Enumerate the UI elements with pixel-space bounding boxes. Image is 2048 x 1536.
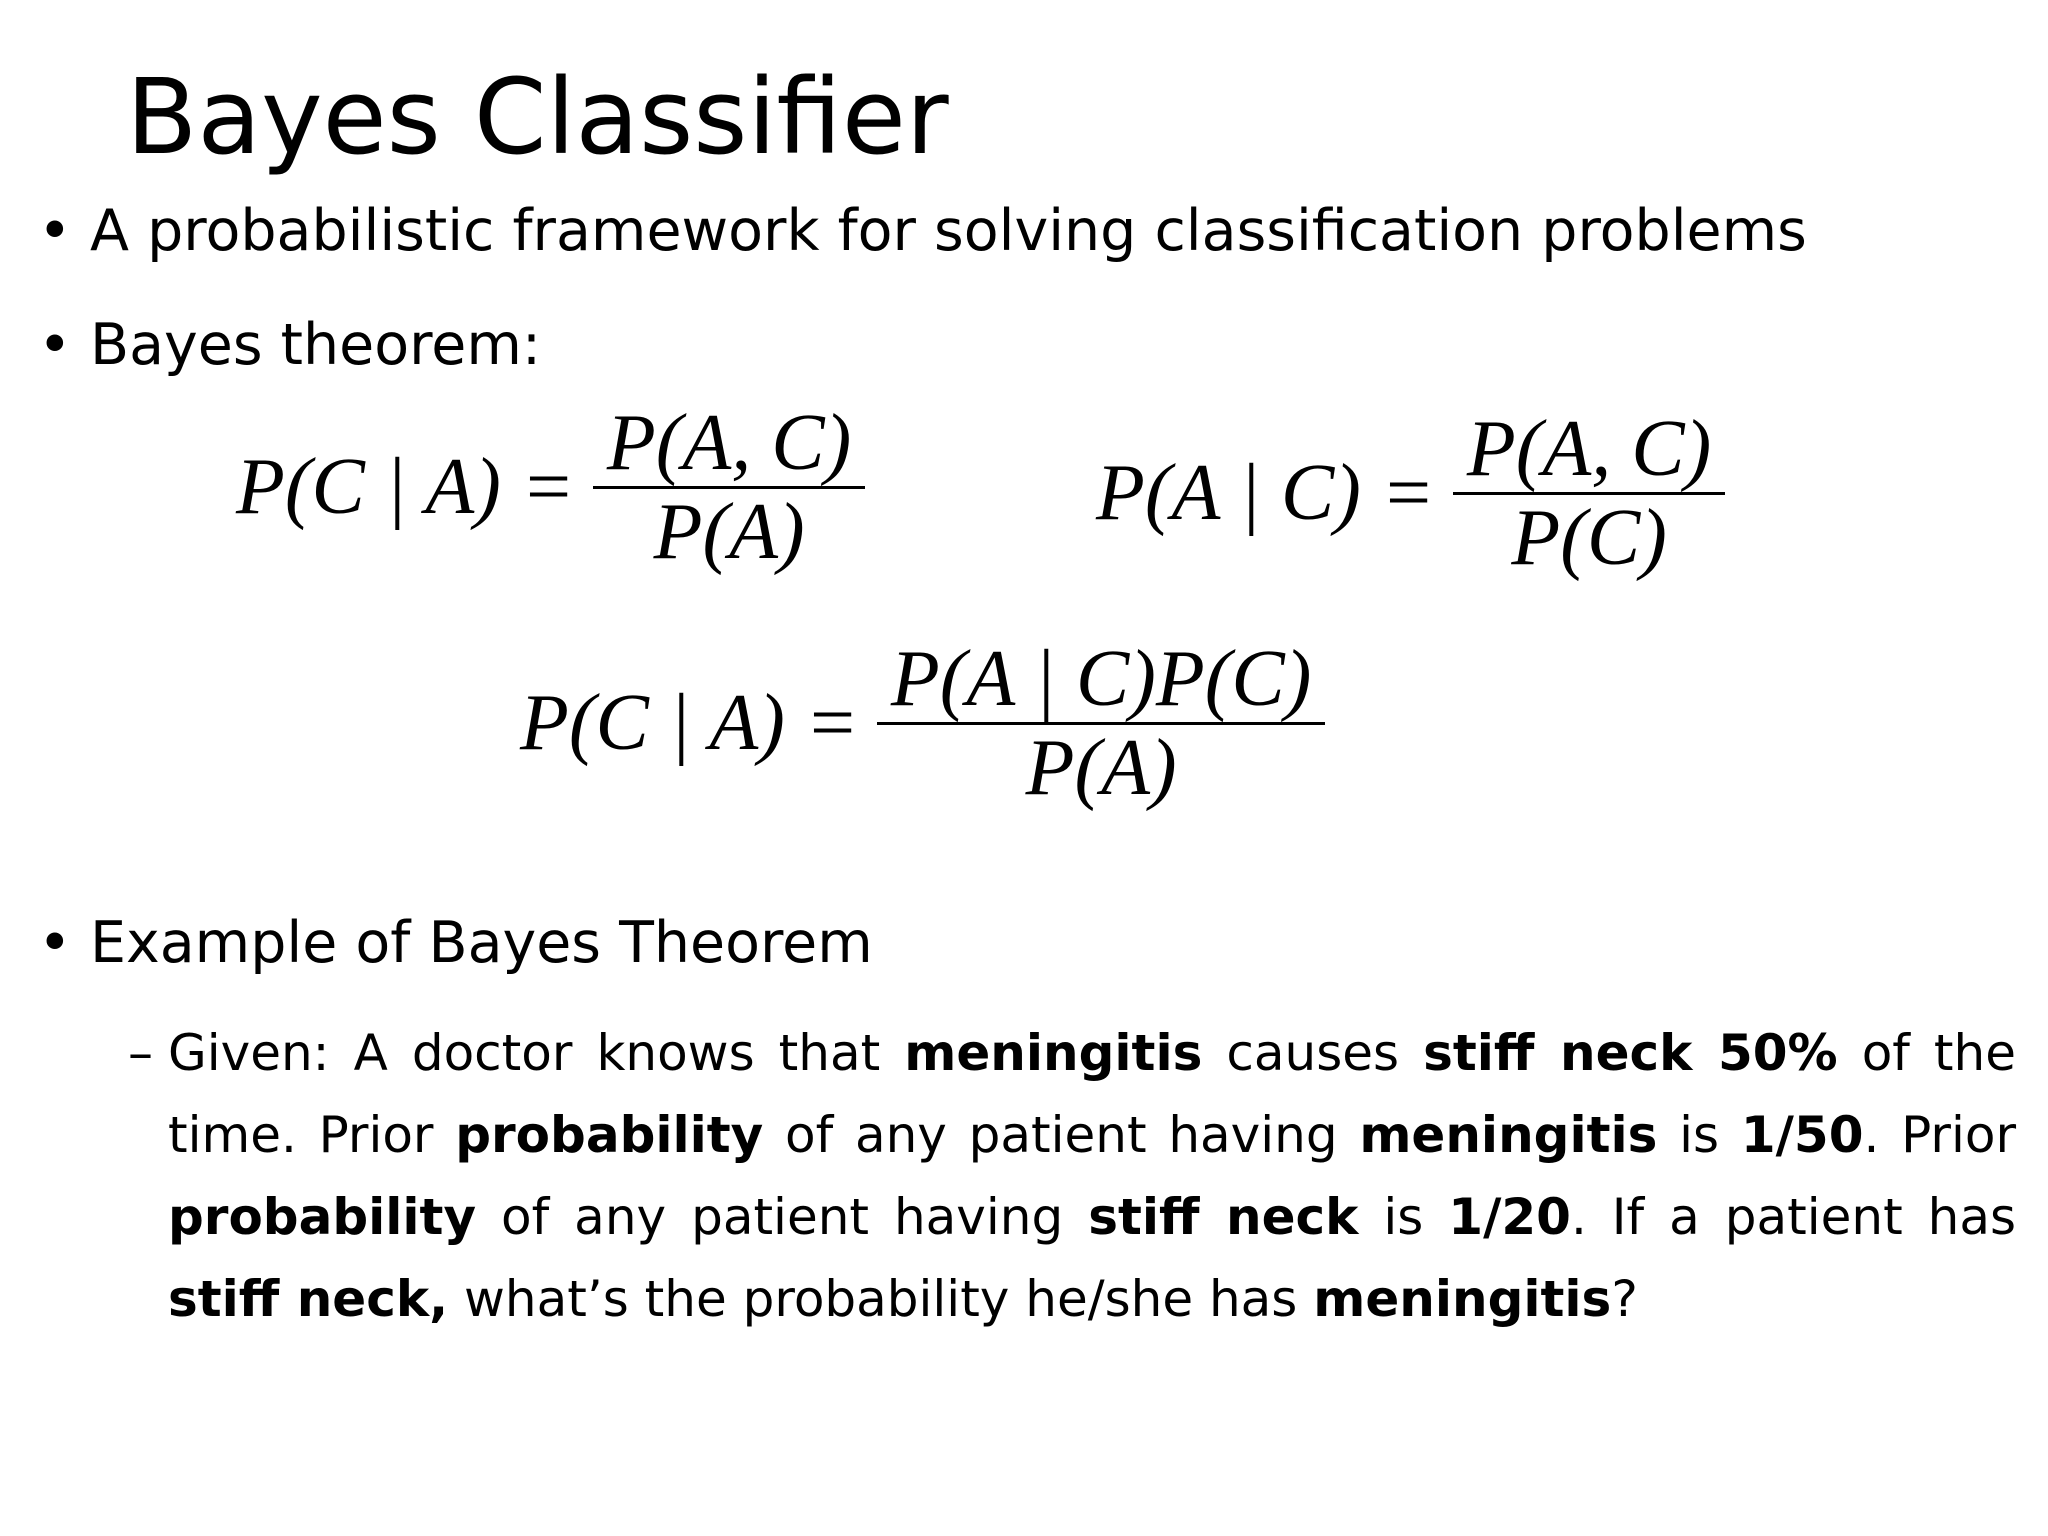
- formula-fraction: [877, 636, 1325, 811]
- example-bold-text: probability: [168, 1188, 477, 1246]
- formula-denominator: P(C): [1511, 494, 1667, 582]
- example-bold-text: meningitis: [1313, 1270, 1612, 1328]
- formula-fraction: [593, 400, 865, 575]
- bullet-dot: •: [38, 312, 72, 378]
- bullet-framework-text: A probabilistic framework for solving classification problems: [90, 198, 1807, 264]
- example-bold-text: stiff neck: [1088, 1188, 1359, 1246]
- formula-bayes-rule: [520, 636, 1325, 811]
- formula-numerator: P(A, C): [1466, 405, 1712, 493]
- formula-denominator: P(A): [1025, 724, 1177, 812]
- example-bold-text: stiff neck 50%: [1423, 1024, 1838, 1082]
- bullet-bayes-theorem: [38, 310, 541, 380]
- formula-posterior-a-given-c: [1096, 406, 1725, 581]
- example-bold-text: 1/50: [1740, 1106, 1864, 1164]
- example-bold-text: meningitis: [1359, 1106, 1658, 1164]
- slide-title: Bayes Classifier: [126, 56, 949, 178]
- formula-numerator: P(A, C): [606, 399, 852, 487]
- example-text: Given: A doctor knows that: [168, 1024, 905, 1082]
- formula-numerator: P(A | C)P(C): [890, 635, 1312, 723]
- example-text: causes: [1202, 1024, 1424, 1082]
- bullet-dot: •: [38, 198, 72, 264]
- example-bold-text: meningitis: [904, 1024, 1203, 1082]
- bullet-framework: [38, 196, 1807, 266]
- bullet-example: [38, 908, 873, 978]
- example-text: of any patient having: [763, 1106, 1360, 1164]
- example-text: ?: [1611, 1270, 1638, 1328]
- example-text: of the time. Prior: [168, 1024, 2016, 1164]
- formula-lhs: P(C | A) =: [236, 443, 575, 531]
- formula-fraction: [1453, 406, 1725, 581]
- formula-lhs: P(A | C) =: [1096, 449, 1435, 537]
- example-subbullet: [128, 1012, 2016, 1340]
- bullet-bayes-theorem-text: Bayes theorem:: [90, 312, 542, 378]
- example-bold-text: stiff neck,: [168, 1270, 449, 1328]
- example-text: . If a patient has: [1570, 1188, 2017, 1246]
- example-text: of any patient having: [476, 1188, 1089, 1246]
- example-text: is: [1358, 1188, 1449, 1246]
- example-bold-text: probability: [455, 1106, 764, 1164]
- formula-denominator: P(A): [653, 488, 805, 576]
- bullet-dot: •: [38, 910, 72, 976]
- example-paragraph: [168, 1012, 2016, 1340]
- bullet-example-text: Example of Bayes Theorem: [90, 910, 873, 976]
- subbullet-dash: –: [128, 1024, 153, 1082]
- example-text: . Prior: [1863, 1106, 2017, 1164]
- formula-posterior-c-given-a: [236, 400, 865, 575]
- example-text: is: [1657, 1106, 1741, 1164]
- formula-lhs: P(C | A) =: [520, 679, 859, 767]
- example-text: what’s the probability he/she has: [448, 1270, 1314, 1328]
- example-bold-text: 1/20: [1448, 1188, 1571, 1246]
